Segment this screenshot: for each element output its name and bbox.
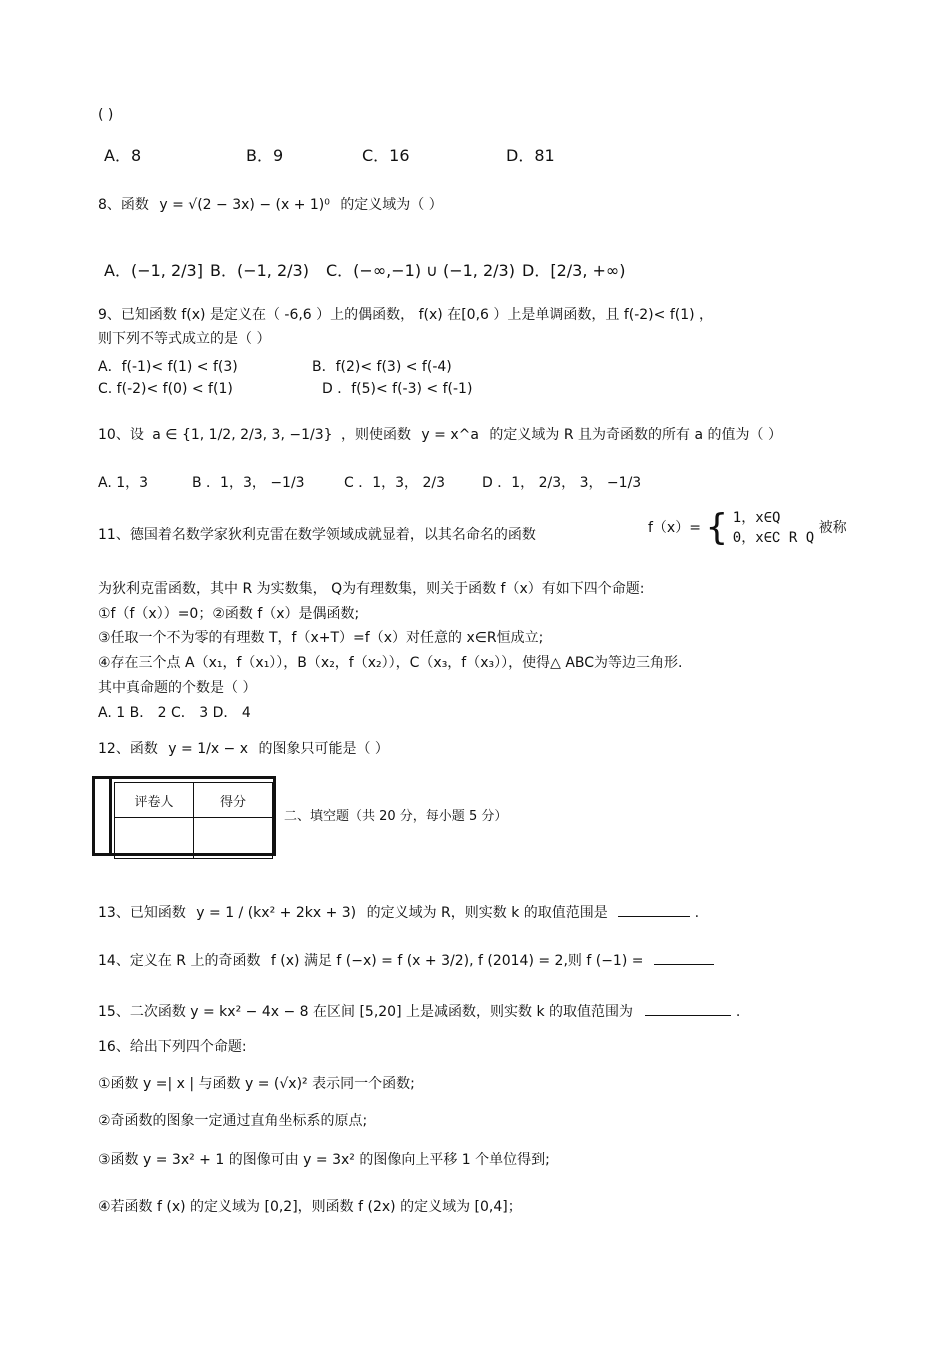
q12-suffix: 的图象只可能是（ ） (258, 741, 389, 757)
q11-line5: ④存在三个点 A（x₁，f（x₁）），B（x₂，f（x₂）），C（x₃，f（x₃）），使得△ ABC为等边三角形. (98, 655, 683, 671)
q8-suffix: 的定义域为（ ） (340, 197, 443, 213)
q14-line (98, 950, 714, 970)
q13-line: 13、已知函数 y = 1 / (kx² + 2kx + 3) 的定义域为 R，则实数 k 的取值范围是 . (98, 902, 699, 922)
q15-blank (645, 1001, 731, 1016)
q9-option-c: C. f(-2)< f(0) < f(1) (98, 381, 233, 397)
q9-option-a: A．f(-1)< f(1) < f(3) (98, 359, 238, 375)
q10-suffix: 的定义域为 R 且为奇函数的所有 a 的值为（ ） (489, 427, 782, 443)
q16-item-3: ③函数 y = 3x² + 1 的图像可由 y = 3x² 的图像向上平移 1 个单位得到; (98, 1152, 550, 1168)
q10-option-c: C ．1，3， 2/3 (344, 475, 446, 491)
grader-cell (115, 818, 194, 859)
q9-option-b: B．f(2)< f(3) < f(-4) (312, 359, 452, 375)
q8-prefix: 8、函数 (98, 197, 149, 213)
q15-line: 15、二次函数 y = kx² − 4x − 8 在区间 [5,20] 上是减函数，则实数 k 的取值范围为 . (98, 1001, 740, 1021)
q7-option-d: D．81 (506, 146, 555, 165)
q11-line2: 为狄利克雷函数，其中 R 为实数集， Q为有理数集，则关于函数 f（x）有如下四个命题: (98, 581, 645, 597)
q11-func: f（x）= (648, 520, 701, 536)
q10-set: a ∈ {1, 1/2, 2/3, 3, −1/3} (152, 427, 333, 443)
q11-case2: 0，x∈∁ R Q (732, 530, 815, 546)
q11-case1: 1，x∈Q (732, 510, 781, 526)
q8-option-a: A．(−1, 2/3] (104, 261, 203, 280)
q8-line (98, 196, 443, 214)
q10-func: y = x^a (421, 427, 479, 443)
q11-tail: 被称 (818, 520, 847, 536)
q10-option-b: B ．1，3， −1/3 (192, 475, 305, 491)
q8-option-d: D．[2/3, +∞) (522, 261, 626, 280)
q11-brace: { (705, 507, 729, 548)
q12-formula: y = 1/x − x (168, 741, 249, 757)
q10-prefix: 10、设 (98, 427, 144, 443)
score-table (92, 776, 276, 856)
q16-item-4: ④若函数 f (x) 的定义域为 [0,2]，则函数 f (2x) 的定义域为 [0,4]； (98, 1199, 522, 1215)
q11-line1: 11、德国着名数学家狄利克雷在数学领域成就显着，以其名命名的函数 (98, 527, 536, 543)
q8-option-b: B．(−1, 2/3) (210, 261, 309, 280)
q13-formula: y = 1 / (kx² + 2kx + 3) (196, 905, 357, 921)
q10-line (98, 426, 782, 444)
q10-option-a: A. 1，3 (98, 475, 149, 491)
q12-prefix: 12、函数 (98, 741, 158, 757)
q16-intro: 16、给出下列四个命题: (98, 1039, 247, 1055)
q10-mid: ，则使函数 (340, 427, 411, 443)
q9-line2: 则下列不等式成立的是（ ） (98, 331, 271, 347)
score-header-grader: 评卷人 (115, 783, 194, 818)
q14-blank (654, 950, 714, 965)
q11-options: A. 1 B． 2 C． 3 D． 4 (98, 705, 251, 721)
q9-line1: 9、已知函数 f(x) 是定义在（ -6,6 ）上的偶函数， f(x) 在[0,6 ）上是单调函数，且 f(-2)< f(1) ， (98, 307, 714, 323)
q14-body: f (x) 满足 f (−x) = f (x + 3/2), f (2014) = 2,则 f (−1) = (270, 953, 644, 969)
q8-option-c: C．(−∞,−1) ∪ (−1, 2/3) (326, 261, 515, 280)
q11-line6: 其中真命题的个数是（ ） (98, 680, 257, 696)
q11-line4: ③任取一个不为零的有理数 T，f（x+T）=f（x）对任意的 x∈R恒成立; (98, 630, 544, 646)
q7-option-a: A．8 (104, 146, 142, 165)
q13-suffix: 的定义域为 R，则实数 k 的取值范围是 (366, 905, 608, 921)
q9-option-d: D ．f(5)< f(-3) < f(-1) (322, 381, 473, 397)
q14-prefix: 14、定义在 R 上的奇函数 (98, 953, 261, 969)
score-header-score: 得分 (194, 783, 273, 818)
q10-option-d: D ．1， 2/3， 3， −1/3 (482, 475, 642, 491)
q7-option-b: B．9 (246, 146, 284, 165)
q11-line3: ①f（f（x））=0；②函数 f（x）是偶函数; (98, 606, 360, 622)
q13-prefix: 13、已知函数 (98, 905, 186, 921)
q13-blank (618, 902, 690, 917)
q16-item-2: ②奇函数的图象一定通过直角坐标系的原点; (98, 1113, 368, 1129)
section-heading: 二、填空题（共 20 分，每小题 5 分） (284, 809, 508, 824)
q11-piecewise (648, 508, 847, 548)
q12-line (98, 740, 389, 758)
q16-item-1: ①函数 y =| x | 与函数 y = (√x)² 表示同一个函数; (98, 1076, 415, 1092)
score-cell (194, 818, 273, 859)
q15-text: 15、二次函数 y = kx² − 4x − 8 在区间 [5,20] 上是减函数，则实数 k 的取值范围为 (98, 1004, 633, 1020)
q8-formula: y = √(2 − 3x) − (x + 1)⁰ (159, 197, 330, 213)
q7-paren: ( ) (98, 107, 114, 123)
q7-option-c: C．16 (362, 146, 410, 165)
